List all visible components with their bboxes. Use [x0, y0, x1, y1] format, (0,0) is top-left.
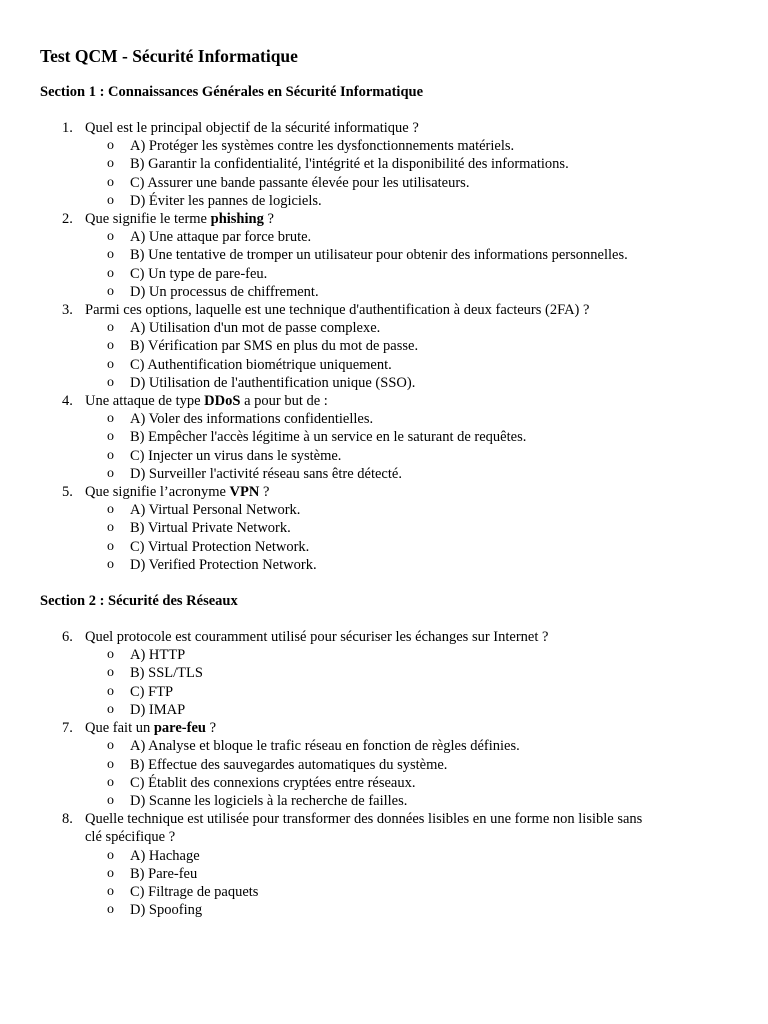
answer-option [85, 428, 728, 446]
answer-option [85, 792, 728, 810]
question-text-start: Que fait un [85, 720, 154, 737]
question-number: 2. [62, 211, 73, 228]
question-text-end: ? [263, 211, 274, 228]
option-text: A) Virtual Personal Network. [130, 502, 301, 519]
question-text [85, 719, 728, 737]
bullet-marker: o [107, 229, 114, 245]
answer-option [85, 174, 728, 192]
bullet-marker: o [107, 356, 114, 372]
answer-option [85, 283, 728, 301]
question-number: 8. [62, 811, 73, 828]
bullet-marker: o [107, 283, 114, 299]
question-number: 4. [62, 393, 73, 410]
option-text: B) Virtual Private Network. [130, 520, 291, 537]
question-number: 5. [62, 484, 73, 501]
option-text: B) Empêcher l'accès légitime à un service en le saturant de requêtes. [130, 429, 527, 446]
question-text-end: ? [259, 484, 270, 501]
answer-option [85, 192, 728, 210]
options-list [85, 646, 728, 719]
bullet-marker: o [107, 556, 114, 572]
question-keyword: phishing [210, 211, 264, 228]
bullet-marker: o [107, 520, 114, 536]
answer-option [85, 774, 728, 792]
question-text [85, 483, 728, 501]
option-text: D) Scanne les logiciels à la recherche de failles. [130, 792, 408, 809]
bullet-marker: o [107, 192, 114, 208]
bullet-marker: o [107, 138, 114, 154]
option-text: A) Analyse et bloque le trafic réseau en fonction de règles définies. [130, 738, 520, 755]
bullet-marker: o [107, 174, 114, 190]
answer-option [85, 228, 728, 246]
question-4 [40, 392, 728, 483]
question-text-start: Que signifie l’acronyme [85, 484, 230, 501]
answer-option [85, 683, 728, 701]
question-keyword: pare-feu [153, 720, 206, 737]
question-2 [40, 210, 728, 301]
options-list [85, 410, 728, 483]
option-text: D) Spoofing [130, 902, 203, 919]
options-list [85, 847, 728, 920]
option-text: A) Une attaque par force brute. [130, 229, 312, 246]
bullet-marker: o [107, 647, 114, 663]
option-text: C) FTP [130, 683, 174, 700]
option-text: A) Hachage [130, 847, 200, 864]
question-5 [40, 483, 728, 574]
options-list [85, 228, 728, 301]
answer-option [85, 137, 728, 155]
bullet-marker: o [107, 774, 114, 790]
section-2 [40, 592, 728, 919]
question-3 [40, 301, 728, 392]
answer-option [85, 447, 728, 465]
option-text: C) Filtrage de paquets [130, 883, 259, 900]
option-text: D) Un processus de chiffrement. [130, 283, 319, 300]
option-text: A) HTTP [130, 647, 186, 664]
bullet-marker: o [107, 465, 114, 481]
question-text-start: Que signifie le terme [85, 211, 211, 228]
answer-option [85, 155, 728, 173]
option-text: C) Assurer une bande passante élevée pour les utilisateurs. [130, 174, 470, 191]
section-1 [40, 83, 728, 574]
question-text-line-2: clé spécifique ? [85, 829, 176, 846]
bullet-marker: o [107, 683, 114, 699]
question-keyword: VPN [229, 484, 260, 501]
option-text: C) Authentification biométrique uniquement. [130, 356, 392, 373]
question-text: Parmi ces options, laquelle est une technique d'authentification à deux facteurs (2FA) ? [85, 302, 590, 319]
section-spacer [40, 574, 728, 592]
question-text [85, 392, 728, 410]
answer-option [85, 337, 728, 355]
answer-option [85, 883, 728, 901]
answer-option [85, 374, 728, 392]
bullet-marker: o [107, 883, 114, 899]
answer-option [85, 265, 728, 283]
answer-option [85, 756, 728, 774]
option-text: C) Virtual Protection Network. [130, 538, 310, 555]
bullet-marker: o [107, 538, 114, 554]
question-number: 7. [62, 720, 73, 737]
option-text: D) IMAP [130, 701, 186, 718]
question-text: Quel est le principal objectif de la sécurité informatique ? [85, 120, 419, 136]
question-8 [40, 810, 728, 919]
bullet-marker: o [107, 701, 114, 717]
bullet-marker: o [107, 265, 114, 281]
options-list [85, 501, 728, 574]
question-7 [40, 719, 728, 810]
question-1 [40, 119, 728, 210]
bullet-marker: o [107, 247, 114, 263]
option-text: C) Un type de pare-feu. [130, 265, 268, 282]
question-number: 1. [62, 120, 73, 136]
section-heading: Section 2 : Sécurité des Réseaux [40, 593, 238, 610]
option-text: D) Éviter les pannes de logiciels. [130, 192, 322, 209]
bullet-marker: o [107, 156, 114, 172]
option-text: B) Garantir la confidentialité, l'intégrité et la disponibilité des informations. [130, 156, 569, 173]
bullet-marker: o [107, 429, 114, 445]
option-text: D) Utilisation de l'authentification unique (SSO). [130, 374, 416, 391]
answer-option [85, 901, 728, 919]
bullet-marker: o [107, 411, 114, 427]
bullet-marker: o [107, 865, 114, 881]
bullet-marker: o [107, 738, 114, 754]
options-list [85, 319, 728, 392]
bullet-marker: o [107, 502, 114, 518]
option-text: C) Établit des connexions cryptées entre réseaux. [130, 774, 416, 791]
answer-option [85, 701, 728, 719]
options-list [85, 137, 728, 210]
answer-option [85, 664, 728, 682]
bullet-marker: o [107, 756, 114, 772]
bullet-marker: o [107, 338, 114, 354]
options-list [85, 737, 728, 810]
option-text: B) SSL/TLS [130, 665, 203, 682]
option-text: D) Surveiller l'activité réseau sans être détecté. [130, 465, 402, 482]
question-text-end: a pour but de : [240, 393, 328, 410]
answer-option [85, 737, 728, 755]
option-text: A) Utilisation d'un mot de passe complexe. [130, 320, 381, 337]
option-text: B) Effectue des sauvegardes automatiques du système. [130, 756, 448, 773]
option-text: B) Pare-feu [130, 865, 198, 882]
bullet-marker: o [107, 665, 114, 681]
answer-option [85, 519, 728, 537]
question-text: Quel protocole est couramment utilisé pour sécuriser les échanges sur Internet ? [85, 629, 549, 646]
question-number: 3. [62, 302, 73, 319]
answer-option [85, 356, 728, 374]
answer-option [85, 847, 728, 865]
bullet-marker: o [107, 447, 114, 463]
document-title: Test QCM - Sécurité Informatique [40, 46, 298, 66]
answer-option [85, 556, 728, 574]
question-keyword: DDoS [204, 393, 241, 410]
section-heading: Section 1 : Connaissances Générales en Sécurité Informatique [40, 84, 424, 100]
bullet-marker: o [107, 902, 114, 918]
answer-option [85, 501, 728, 519]
option-text: D) Verified Protection Network. [130, 556, 317, 573]
bullet-marker: o [107, 320, 114, 336]
bullet-marker: o [107, 374, 114, 390]
option-text: B) Vérification par SMS en plus du mot de passe. [130, 338, 419, 355]
answer-option [85, 319, 728, 337]
answer-option [85, 538, 728, 556]
question-text-start: Une attaque de type [85, 393, 205, 410]
question-number: 6. [62, 629, 73, 646]
question-text-end: ? [205, 720, 217, 737]
bullet-marker: o [107, 792, 114, 808]
question-text-line-1: Quelle technique est utilisée pour transformer des données lisibles en une forme non lisible sans [85, 811, 643, 828]
bullet-marker: o [107, 847, 114, 863]
option-text: B) Une tentative de tromper un utilisateur pour obtenir des informations personnelles. [130, 247, 628, 264]
option-text: C) Injecter un virus dans le système. [130, 447, 342, 464]
question-text [85, 210, 728, 228]
question-6 [40, 628, 728, 719]
answer-option [85, 465, 728, 483]
option-text: A) Protéger les systèmes contre les dysfonctionnements matériels. [130, 138, 515, 155]
answer-option [85, 410, 728, 428]
option-text: A) Voler des informations confidentielles. [130, 411, 374, 428]
answer-option [85, 646, 728, 664]
answer-option [85, 246, 728, 264]
answer-option [85, 865, 728, 883]
